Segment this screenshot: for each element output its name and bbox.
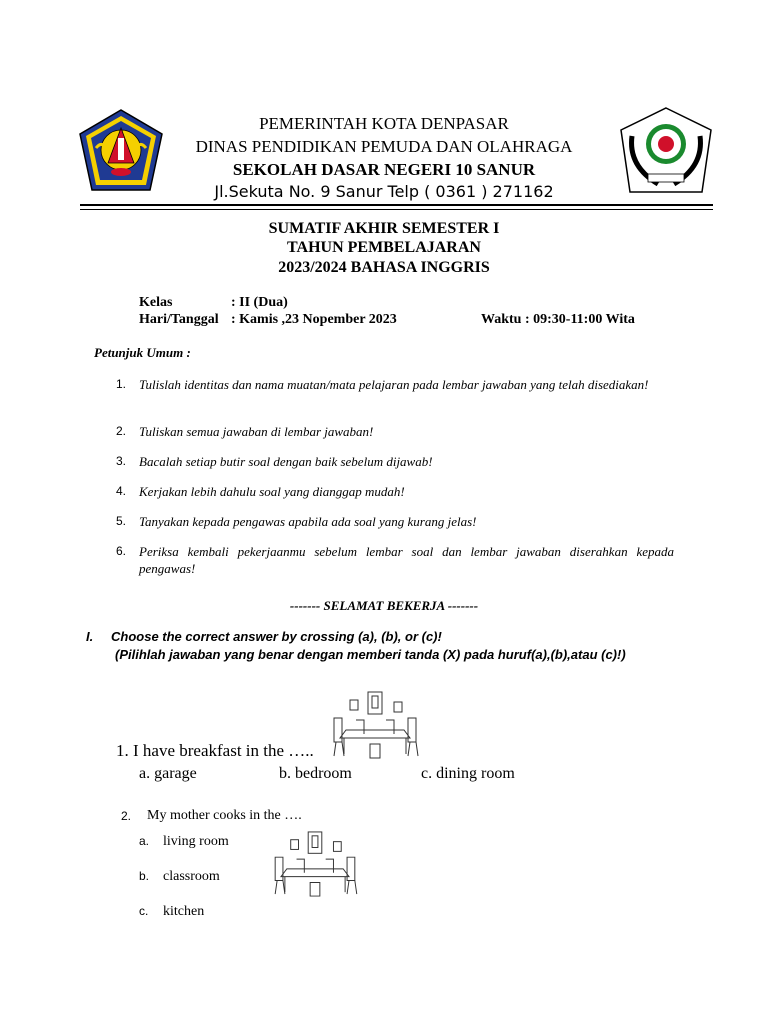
option-text: classroom: [163, 869, 220, 884]
school-name: SEKOLAH DASAR NEGERI 10 SANUR: [232, 160, 536, 179]
question-2-option-a[interactable]: [139, 834, 229, 850]
waktu-info: Waktu : 09:30-11:00 Wita: [481, 312, 635, 327]
question-2-option-c[interactable]: [139, 904, 205, 920]
question-1-option-b[interactable]: b. bedroom: [279, 765, 352, 782]
option-letter: c.: [139, 904, 149, 918]
instruction-item: [116, 483, 674, 500]
question-1-option-a[interactable]: a. garage: [139, 765, 197, 782]
question-number: 1.: [116, 741, 129, 760]
instruction-item: [116, 543, 674, 577]
instruction-text: Tuliskan semua jawaban di lembar jawaban!: [139, 424, 374, 439]
header-divider-thick: [80, 204, 713, 206]
instruction-text: Periksa kembali pekerjaanmu sebelum lembar soal dan lembar jawaban diserahkan kepada pengawas!: [139, 544, 674, 576]
instruction-text: Bacalah setiap butir soal dengan baik sebelum dijawab!: [139, 454, 433, 469]
question-2-option-b[interactable]: [139, 869, 220, 885]
option-letter: a.: [139, 834, 150, 848]
exam-subject: 2023/2024 BAHASA INGGRIS: [278, 259, 490, 276]
header-divider-thin: [80, 209, 713, 210]
closing-message: ------- SELAMAT BEKERJA -------: [289, 598, 479, 613]
question-1-text: [116, 741, 314, 761]
instruction-text: Kerjakan lebih dahulu soal yang dianggap mudah!: [139, 484, 405, 499]
instruction-text: Tanyakan kepada pengawas apabila ada soal yang kurang jelas!: [139, 514, 477, 529]
option-letter: b.: [139, 869, 150, 883]
school-address: Jl.Sekuta No. 9 Sanur Telp ( 0361 ) 271162: [214, 182, 554, 201]
question-prompt: I have breakfast in the …..: [133, 741, 314, 760]
instruction-item: [116, 453, 674, 470]
instruction-number: 1.: [116, 377, 127, 391]
option-text: kitchen: [163, 904, 205, 919]
question-1-option-c[interactable]: c. dining room: [421, 765, 515, 782]
instruction-item: [116, 376, 674, 393]
government-name: PEMERINTAH KOTA DENPASAR: [259, 114, 509, 133]
dining-room-illustration-icon: [270, 830, 360, 898]
question-2-text: My mother cooks in the ….: [147, 808, 302, 823]
instruction-item: [116, 513, 674, 530]
instruction-number: 5.: [116, 514, 127, 528]
kelas-value: : II (Dua): [231, 295, 288, 310]
exam-year-label: TAHUN PEMBELAJARAN: [287, 239, 481, 256]
section-instruction: Choose the correct answer by crossing (a), (b), or (c)!: [111, 629, 442, 644]
instruction-text: Tulislah identitas dan nama muatan/mata pelajaran pada lembar jawaban yang telah disediakan!: [139, 377, 649, 392]
instruction-number: 3.: [116, 454, 127, 468]
hari-label: Hari/Tanggal: [139, 312, 219, 327]
section-instruction-translation: (Pilihlah jawaban yang benar dengan memberi tanda (X) pada huruf(a),(b),atau (c)!): [115, 647, 626, 662]
instruction-number: 4.: [116, 484, 127, 498]
question-2-number: 2.: [121, 809, 132, 823]
section-number: I.: [86, 629, 94, 644]
department-name: DINAS PENDIDIKAN PEMUDA DAN OLAHRAGA: [195, 137, 573, 156]
instruction-number: 2.: [116, 424, 127, 438]
instruction-item: [116, 423, 674, 440]
option-text: living room: [163, 834, 229, 849]
instruction-number: 6.: [116, 544, 127, 558]
kelas-label: Kelas: [139, 295, 173, 310]
petunjuk-heading: Petunjuk Umum :: [94, 345, 191, 360]
dining-room-illustration-icon: [330, 690, 420, 760]
hari-value: : Kamis ,23 Nopember 2023: [231, 312, 397, 327]
exam-title: SUMATIF AKHIR SEMESTER I: [268, 220, 500, 237]
